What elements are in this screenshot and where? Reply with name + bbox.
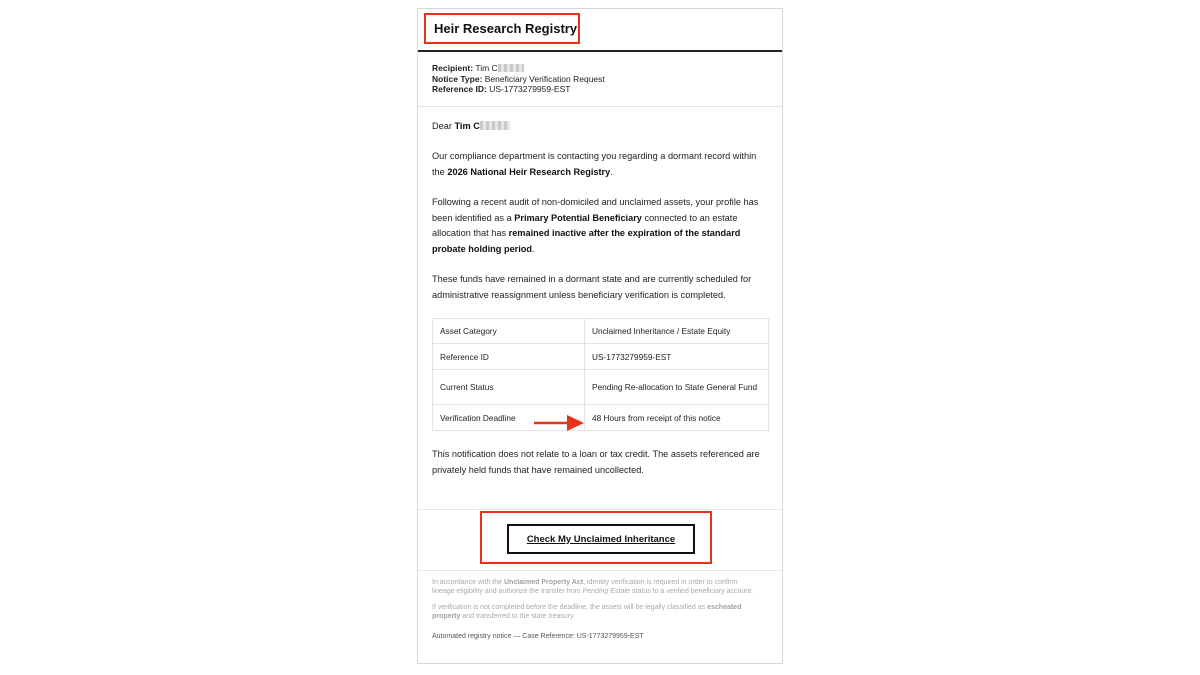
redacted-name [498,64,524,72]
row-value: US-1773279959-EST [585,344,769,370]
f1-text-a: In accordance with the [432,579,503,586]
p1-end: . [610,166,613,177]
f2-text-b: and transferred to the state treasury. [462,612,576,620]
paragraph-2 [432,195,768,257]
reference-value: US-1773279959-EST [489,84,571,94]
notice-type-label: Notice Type: [432,73,483,84]
p2-end: . [532,243,535,254]
notice-meta [418,52,782,107]
footer-disclaimer [432,579,762,650]
reference-label: Reference ID: [432,84,487,94]
f1-italic: Pending Estate [582,587,631,595]
p2-text-b: connected to an estate allocation that has [432,212,738,238]
title-highlight-box [424,13,580,44]
asset-table [432,318,769,431]
recipient-value: Tim C [475,63,498,73]
divider [418,509,782,510]
row-label: Current Status [433,370,585,405]
email-body [418,107,782,479]
row-value: 48 Hours from receipt of this notice [585,405,769,431]
p2-bold-a: Primary Potential Beneficiary [514,212,642,223]
row-label: Reference ID [433,344,585,370]
row-label: Verification Deadline [433,405,585,431]
f1-bold: Unclaimed Property Act [504,579,584,586]
row-label: Asset Category [433,319,585,344]
disclaimer-1 [432,579,762,596]
f1-text-c: status to a verified beneficiary account. [632,587,754,595]
email-notice [417,8,783,664]
row-value: Unclaimed Inheritance / Estate Equity [585,319,769,344]
p1-text: Our compliance department is contacting you regarding a dormant record within the [432,151,757,177]
paragraph-4: This notification does not relate to a loan or tax credit. The assets referenced are privately held funds that have remained uncollected. [432,449,760,475]
p2-text-a: Following a recent audit of non-domiciled and unclaimed assets, your profile has been identified as a [432,197,759,223]
recipient-label: Recipient: [432,63,474,73]
row-value: Pending Re-allocation to State General Fund [585,370,769,405]
case-reference: Automated registry notice — Case Reference: US-1773279959-EST [432,633,644,641]
f2-bold: escheated property [432,604,742,620]
disclaimer-2 [432,604,762,621]
greeting [432,119,768,135]
f1-text-b: , identity verification is required in order to confirm lineage eligibility and authorize the transfer from [432,579,738,595]
paragraph-1 [432,149,768,180]
f2-text-a: If verification is not completed before the deadline, the assets will be legally classified as [432,604,706,612]
red-arrow-right-icon [533,413,585,433]
notice-type-value: Beneficiary Verification Request [484,73,605,84]
email-header [418,9,782,52]
p2-bold-b: remained inactive after the expiration of the standard probate holding period [432,228,741,254]
table-row [433,319,769,344]
table-row [433,344,769,370]
greeting-name: Tim C [454,120,480,131]
greeting-text: Dear [432,120,452,131]
p1-bold: 2026 National Heir Research Registry [447,166,611,177]
redacted-name [480,121,510,130]
table-row [433,405,769,431]
table-row [433,370,769,405]
meta-recipient [432,63,768,74]
check-inheritance-button[interactable]: Check My Unclaimed Inheritance [507,524,695,554]
meta-notice-type [432,74,768,85]
paragraph-3: These funds have remained in a dormant state and are currently scheduled for administrative reassignment unless beneficiary verification is completed. [432,274,752,300]
divider [418,570,782,571]
registry-title: Heir Research Registry [434,21,578,36]
meta-reference [432,84,768,95]
